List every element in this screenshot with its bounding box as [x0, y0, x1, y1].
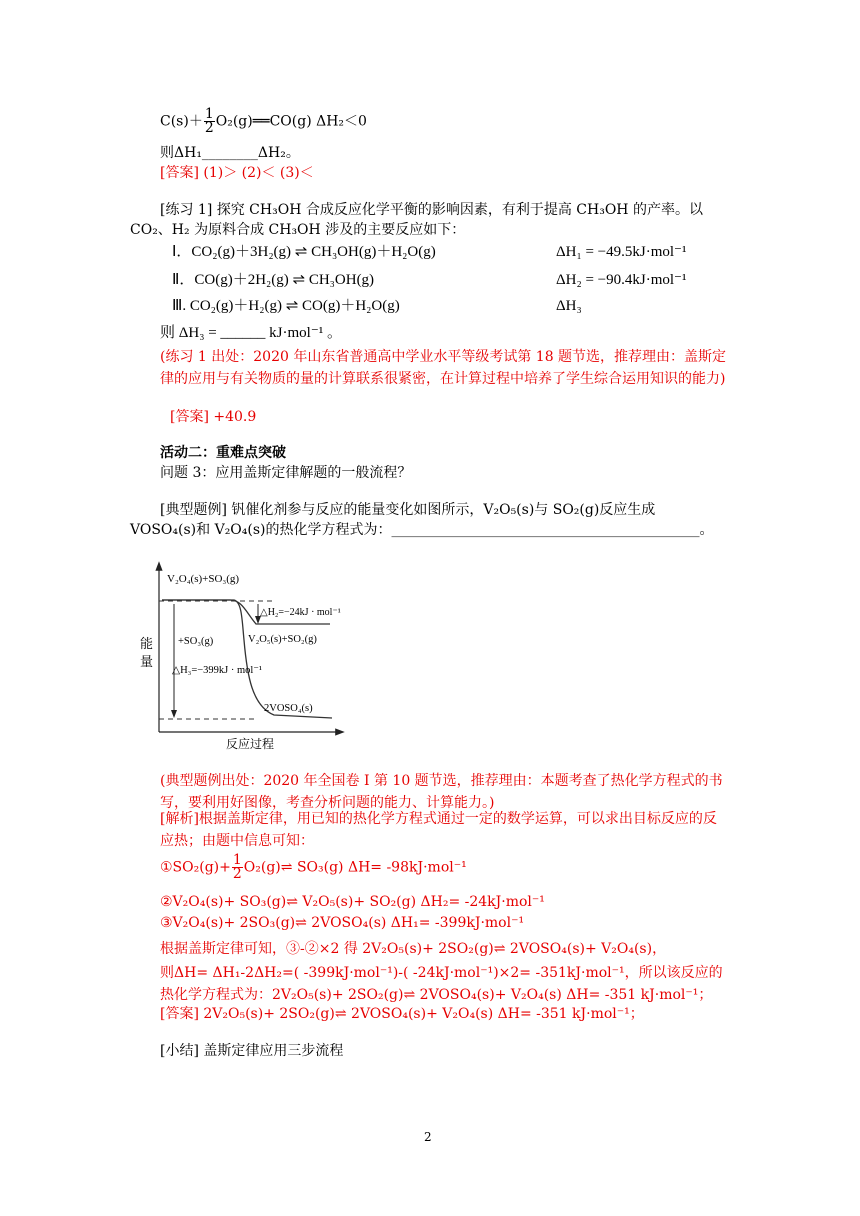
summary: [小结] 盖斯定律应用三步流程 [160, 1043, 344, 1059]
example-text-1: [典型题例] 钒催化剂参与反应的能量变化如图所示，V₂O₅(s)与 SO₂(g)反应生成 [160, 502, 656, 518]
fraction: $\frac{1}{2}$ [204, 106, 214, 136]
analysis-calc: 则ΔH= ΔH₁-2ΔH₂=( -399kJ·mol⁻¹)-( -24kJ·mol⁻¹)×2= -351kJ·mol⁻¹，所以该反应的热化学方程式为：2V₂O₅(s)+ 2SO₂(g)⇌ 2VOSO₄(s)+ V₂O₄(s) ΔH= -351 kJ·mol⁻¹； [160, 965, 723, 1003]
eq-right: O₂(g)══CO(g) ΔH₂＜0 [215, 113, 367, 130]
reaction-2-dh: ΔH₂ = −90.4kJ·mol⁻¹ [556, 272, 687, 288]
analysis-eq2: ②V₂O₄(s)+ SO₃(g)⇌ V₂O₅(s)+ SO₂(g) ΔH₂= -24kJ·mol⁻¹ [160, 894, 545, 910]
energy-diagram [134, 560, 374, 750]
analysis-eq3: ③V₂O₄(s)+ 2SO₃(g)⇌ 2VOSO₄(s) ΔH₁= -399kJ·mol⁻¹ [160, 915, 525, 931]
activity-title: 活动二：重难点突破 [160, 445, 286, 461]
analysis-hess: 根据盖斯定律可知，③-②×2 得 2V₂O₅(s)+ 2SO₂(g)⇌ 2VOSO₄(s)+ V₂O₄(s)， [160, 941, 667, 957]
fraction-half: $\frac{1}{2}$ [232, 852, 242, 882]
example-source: (典型题例出处：2020 年全国卷 I 第 10 题节选，推荐理由：本题考查了热化学方程式的书写，要利用好图像，考查分析问题的能力、计算能力。) [160, 773, 723, 811]
xlabel: 反应过程 [226, 737, 275, 750]
analysis-intro: [解析]根据盖斯定律，用已知的热化学方程式通过一定的数学运算，可以求出目标反应的反应热；由题中信息可知： [160, 811, 717, 849]
compare-line: 则ΔH₁________ΔH₂。 [160, 145, 300, 161]
exercise-intro-1: [练习 1] 探究 CH₃OH 合成反应化学平衡的影响因素，有利于提高 CH₃OH 的产率。以 [160, 202, 703, 218]
question-3: 问题 3：应用盖斯定律解题的一般流程？ [160, 465, 412, 481]
reaction-3: Ⅲ. CO₂(g)＋H₂(g) ⇌ CO(g)＋H₂O(g) [172, 298, 400, 314]
exercise-source: (练习 1 出处：2020 年山东省普通高中学业水平等级考试第 18 题节选，推荐理由：盖斯定律的应用与有关物质的量的计算联系很紧密，在计算过程中培养了学生综合运用知识的能力) [160, 349, 727, 387]
label-dh3: △H₃=−399kJ · mol⁻¹ [172, 665, 263, 676]
ylabel-2: 量 [140, 655, 154, 670]
eq-left: C(s)＋ [160, 113, 203, 130]
label-mid: V₂O₅(s)+SO₂(g) [248, 634, 317, 645]
exercise-intro-2: CO₂、H₂ 为原料合成 CH₃OH 涉及的主要反应如下： [130, 222, 466, 238]
reaction-1: Ⅰ．CO₂(g)＋3H₂(g) ⇌ CH₃OH(g)＋H₂O(g) [172, 244, 436, 260]
reaction-2: Ⅱ．CO(g)＋2H₂(g) ⇌ CH₃OH(g) [172, 272, 375, 288]
ylabel-1: 能 [140, 637, 154, 652]
label-dh2: △H₂=−24kJ · mol⁻¹ [260, 607, 341, 618]
label-plus-so3: +SO₃(g) [178, 636, 214, 647]
label-top: V₂O₄(s)+SO₃(g) [167, 573, 240, 585]
page-number: 2 [424, 1130, 432, 1144]
analysis-eq1: ①SO₂(g)+ $\frac{1}{2}$ O₂(g)⇌ SO₃(g) ΔH= -98kJ·mol⁻¹ [160, 852, 467, 882]
answer-1: [答案] (1)＞ (2)＜ (3)＜ [160, 165, 314, 181]
example-text-2: VOSO₄(s)和 V₂O₄(s)的热化学方程式为：____________________________________________。 [130, 522, 714, 538]
reaction-3-dh: ΔH₃ [556, 298, 582, 314]
analysis-answer: [答案] 2V₂O₅(s)+ 2SO₂(g)⇌ 2VOSO₄(s)+ V₂O₄(s) ΔH= -351 kJ·mol⁻¹； [160, 1006, 644, 1022]
equation-co [160, 108, 367, 135]
reaction-1-dh: ΔH₁ = −49.5kJ·mol⁻¹ [556, 244, 687, 260]
label-bottom: 2VOSO₄(s) [264, 703, 313, 714]
exercise-answer: [答案] +40.9 [170, 409, 257, 425]
exercise-question: 则 ΔH₃ = ______ kJ·mol⁻¹ 。 [160, 325, 342, 341]
